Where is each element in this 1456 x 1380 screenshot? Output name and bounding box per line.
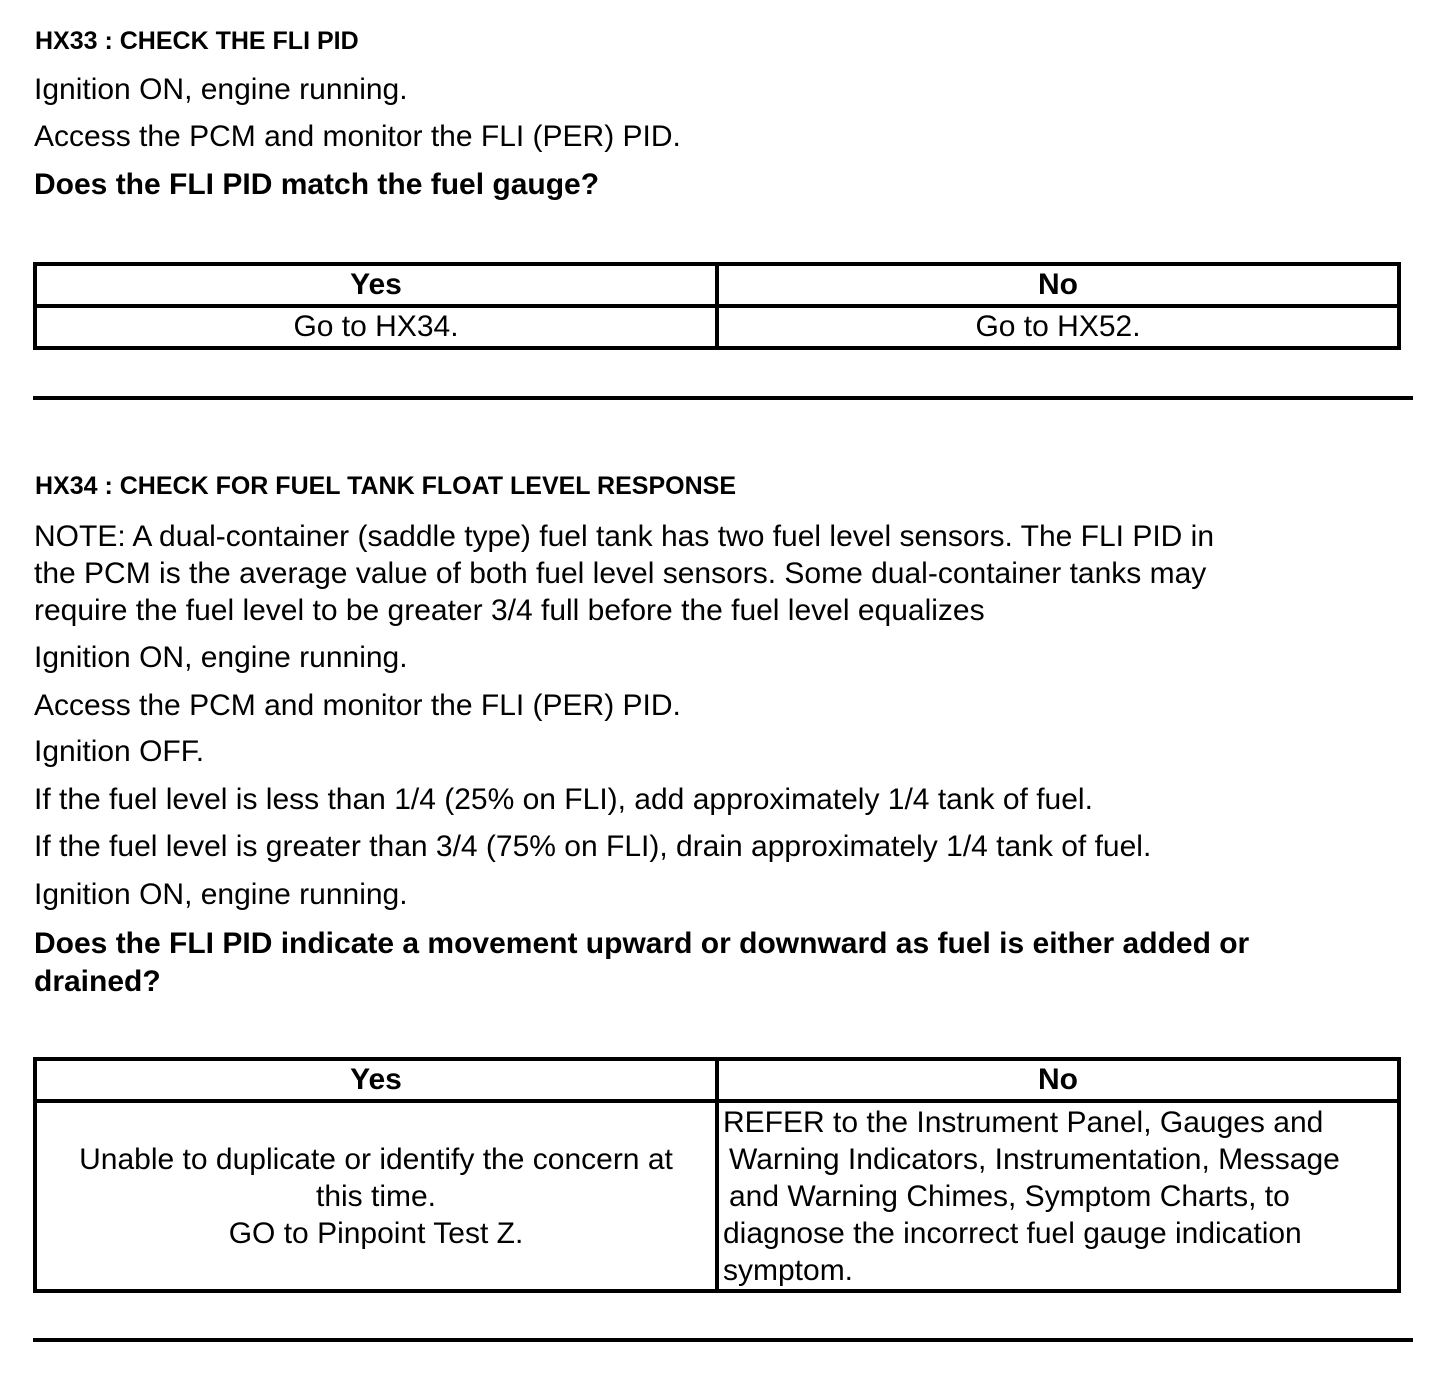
hx34-no-action-line: Warning Indicators, Instrumentation, Message — [729, 1142, 1340, 1176]
section-divider — [33, 1338, 1413, 1342]
hx34-question — [34, 925, 1249, 1001]
hx34-step-4: If the fuel level is less than 1/4 (25% on FLI), add approximately 1/4 tank of fuel. — [34, 783, 1093, 816]
hx34-no-action-line: REFER to the Instrument Panel, Gauges and — [723, 1105, 1324, 1139]
hx34-step-2: Access the PCM and monitor the FLI (PER) PID. — [34, 689, 681, 722]
hx33-question: Does the FLI PID match the fuel gauge? — [34, 168, 600, 201]
hx34-note-line: require the fuel level to be greater 3/4 full before the fuel level equalizes — [34, 594, 985, 627]
hx34-note — [34, 518, 1414, 629]
hx33-heading: HX33 : CHECK THE FLI PID — [35, 27, 359, 55]
hx34-yes-action-line: Unable to duplicate or identify the concern at — [79, 1142, 673, 1176]
hx34-note-line: NOTE: A dual-container (saddle type) fuel tank has two fuel level sensors. The FLI PID in — [34, 520, 1215, 553]
hx34-step-6: Ignition ON, engine running. — [34, 878, 408, 911]
hx33-no-action: Go to HX52. — [717, 306, 1399, 348]
hx34-no-action-line: and Warning Chimes, Symptom Charts, to — [729, 1179, 1290, 1213]
hx34-yes-action-line: this time. — [315, 1179, 437, 1213]
hx33-yes-action: Go to HX34. — [35, 306, 717, 348]
hx33-yes-header: Yes — [35, 264, 717, 306]
hx34-step-1: Ignition ON, engine running. — [34, 641, 408, 674]
hx34-question-line: drained? — [34, 965, 161, 998]
hx34-step-3: Ignition OFF. — [34, 735, 205, 768]
hx34-result-table — [33, 1057, 1401, 1293]
hx34-no-action — [717, 1101, 1399, 1291]
hx33-no-header: No — [717, 264, 1399, 306]
section-divider — [33, 396, 1413, 400]
hx34-note-line: the PCM is the average value of both fuel level sensors. Some dual-container tanks may — [34, 557, 1207, 590]
hx34-question-line: Does the FLI PID indicate a movement upward or downward as fuel is either added or — [34, 927, 1250, 960]
hx34-step-5: If the fuel level is greater than 3/4 (75% on FLI), drain approximately 1/4 tank of fuel. — [34, 830, 1152, 863]
hx34-heading: HX34 : CHECK FOR FUEL TANK FLOAT LEVEL RESPONSE — [35, 472, 736, 500]
hx34-yes-action — [35, 1101, 717, 1291]
hx33-step-2: Access the PCM and monitor the FLI (PER) PID. — [34, 120, 681, 153]
hx34-no-action-line: symptom. — [723, 1253, 854, 1287]
hx33-result-table — [33, 262, 1401, 350]
hx33-step-1: Ignition ON, engine running. — [34, 73, 408, 106]
hx34-yes-header: Yes — [35, 1059, 717, 1101]
hx34-no-action-line: diagnose the incorrect fuel gauge indication — [723, 1216, 1302, 1250]
hx34-yes-action-line: GO to Pinpoint Test Z. — [228, 1216, 524, 1250]
hx34-no-header: No — [717, 1059, 1399, 1101]
